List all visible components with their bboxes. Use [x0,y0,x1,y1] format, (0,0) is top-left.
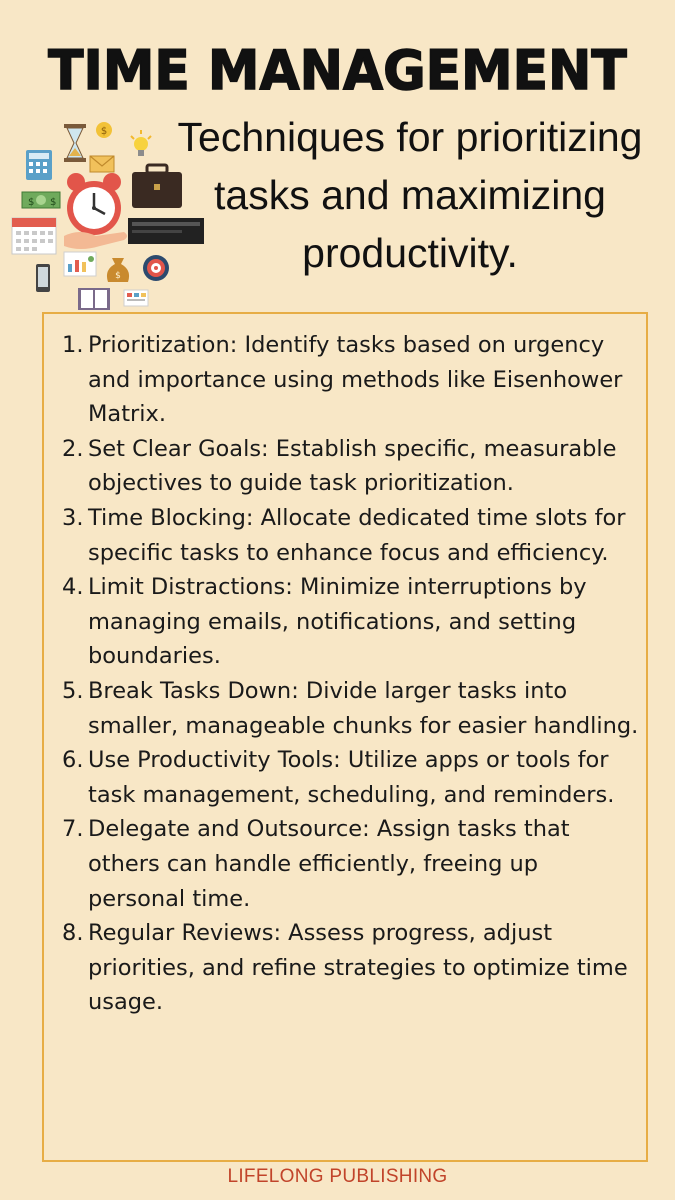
technique-text: Break Tasks Down: Divide larger tasks into smaller, manageable chunks for easier handling. [88,677,639,739]
technique-text: Limit Distractions: Minimize interruptions by managing emails, notifications, and setting boundaries. [88,574,587,670]
svg-text:$: $ [115,271,121,281]
money-icon [22,192,60,208]
technique-item [62,501,642,570]
monitor-icon [128,218,204,244]
technique-item [62,674,642,743]
technique-number: 5. [62,677,84,704]
technique-number: 3. [62,504,84,531]
briefcase-icon [132,165,182,208]
coin-icon [96,122,112,138]
page-title: TIME MANAGEMENT [48,39,627,102]
calculator-icon [26,150,52,180]
technique-item [62,812,642,916]
hourglass-icon [64,124,86,162]
technique-item [62,916,642,1020]
technique-item [62,570,642,674]
chart-card-icon [64,252,96,276]
technique-number: 4. [62,574,84,601]
technique-text: Set Clear Goals: Establish specific, measurable objectives to guide task prioritization. [88,435,617,497]
book-icon [78,288,110,310]
svg-text:$: $ [50,197,57,208]
technique-number: 7. [62,816,84,843]
productivity-illustration [8,118,208,314]
technique-text: Time Blocking: Allocate dedicated time slots for specific tasks to enhance focus and efficiency. [88,504,626,566]
calendar-icon [12,218,56,254]
phone-icon [36,264,50,292]
techniques-panel [42,312,648,1162]
envelope-icon [90,156,114,172]
target-icon [143,255,169,281]
technique-number: 2. [62,435,84,462]
technique-number: 1. [62,332,84,358]
technique-text: Prioritization: Identify tasks based on urgency and importance using methods like Eisenhower Matrix. [88,332,623,428]
lightbulb-icon [131,130,151,156]
technique-item [62,743,642,812]
spreadsheet-icon [124,290,148,306]
technique-item [62,328,642,432]
technique-text: Regular Reviews: Assess progress, adjust priorities, and refine strategies to optimize time usage. [88,920,628,1016]
page-subtitle: Techniques for prioritizing tasks and maximizing productivity. [177,114,643,276]
techniques-list [62,328,642,1020]
svg-text:$: $ [28,197,35,208]
technique-number: 6. [62,747,84,774]
svg-text:$: $ [100,126,108,137]
technique-text: Delegate and Outsource: Assign tasks that others can handle efficiently, freeing up personal time. [88,816,570,912]
money-bag-icon [107,258,129,282]
publisher-footer: LIFELONG PUBLISHING [227,1166,448,1187]
technique-text: Use Productivity Tools: Utilize apps or tools for task management, scheduling, and reminders. [88,747,615,808]
technique-number: 8. [62,920,84,947]
alarm-clock-icon [67,173,121,235]
technique-item [62,432,642,501]
